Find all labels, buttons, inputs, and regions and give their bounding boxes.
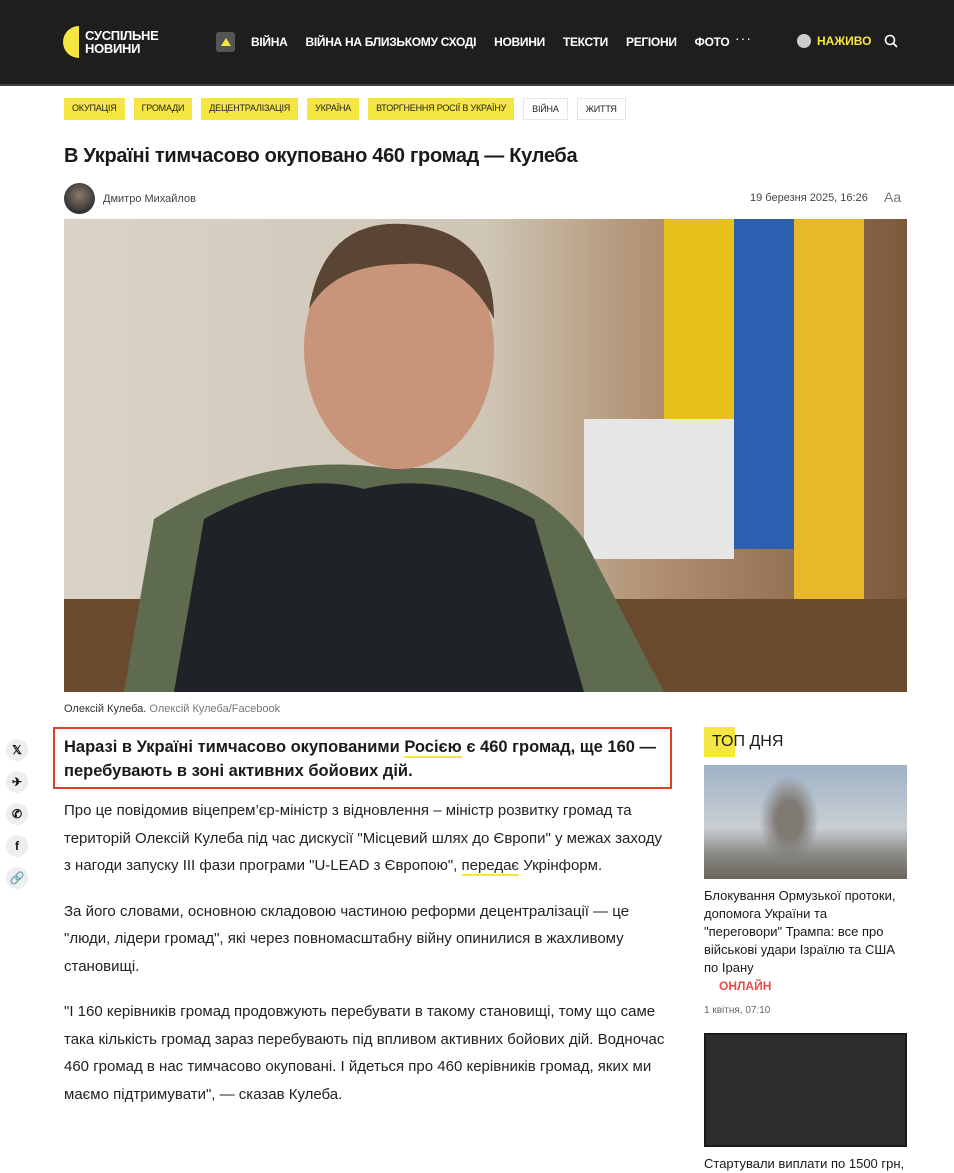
smoke-image: [759, 775, 819, 865]
online-badge: ОНЛАЙН: [719, 979, 772, 993]
special-button[interactable]: [216, 32, 235, 52]
sidebar-heading: [704, 727, 907, 757]
news-title[interactable]: Блокування Ормузької протоки, допомога України та "переговори" Трампа: все про військові удари Ізраїлю та США по Ірану: [704, 888, 896, 975]
site-header: [0, 0, 954, 86]
sidebar-top-of-day: [704, 727, 907, 1173]
nav-photo[interactable]: ФОТО: [694, 35, 730, 49]
lead-text: є 460 громад, ще 160 — перебувають в зоні активних бойових дій.: [64, 738, 657, 780]
news-title[interactable]: Стартували виплати по 1500 грн,: [704, 1156, 905, 1171]
tag[interactable]: ОКУПАЦІЯ: [64, 98, 125, 120]
tag[interactable]: ВІЙНА: [523, 98, 567, 120]
live-label: НАЖИВО: [817, 34, 872, 48]
avatar: [64, 183, 95, 214]
logo-icon: [63, 26, 79, 58]
tag-list: [64, 98, 626, 120]
caption-source: Олексій Кулеба/Facebook: [149, 703, 281, 715]
more-menu-button[interactable]: ···: [735, 30, 752, 46]
play-icon: [797, 34, 811, 48]
nav-middle-east[interactable]: ВІЙНА НА БЛИЗЬКОМУ СХОДІ: [305, 35, 477, 49]
font-size-icon[interactable]: Aа: [884, 189, 902, 205]
nav-regions[interactable]: РЕГІОНИ: [625, 35, 677, 49]
publish-date: 19 березня 2025, 16:26: [750, 192, 868, 204]
source-link[interactable]: передає: [461, 857, 520, 874]
logo-line: СУСПІЛЬНЕ: [85, 28, 159, 43]
article-photo: [64, 219, 907, 692]
tag[interactable]: УКРАЇНА: [307, 98, 359, 120]
copy-link-icon[interactable]: 🔗: [6, 867, 28, 889]
author[interactable]: [64, 183, 196, 214]
tag[interactable]: ГРОМАДИ: [134, 98, 193, 120]
logo[interactable]: [63, 26, 158, 58]
whatsapp-share-icon[interactable]: ✆: [6, 803, 28, 825]
facebook-share-icon[interactable]: f: [6, 835, 28, 857]
author-name[interactable]: Дмитро Михайлов: [103, 192, 196, 205]
heading-text: ТОП ДНЯ: [712, 733, 784, 750]
lead-text: Наразі в Україні тимчасово окупованими: [64, 738, 405, 756]
main-nav: [251, 35, 729, 49]
article-body: [64, 797, 672, 1126]
caption-text: Олексій Кулеба.: [64, 703, 147, 715]
share-bar: [6, 739, 28, 889]
tag[interactable]: ВТОРГНЕННЯ РОСІЇ В УКРАЇНУ: [368, 98, 514, 120]
nav-news[interactable]: НОВИНИ: [494, 35, 545, 49]
photo-caption: [64, 703, 280, 715]
paragraph: "І 160 керівників громад продовжують перебувати в такому становищі, тому що саме така кількість громад зараз перебувають під впливом активних бойових дій. Водночас 460 громад в нас тимчасово окуповані. І йдеться про 460 керівників громад, яких ми маємо підтримувати", — сказав Кулеба.: [64, 1003, 665, 1103]
nav-war[interactable]: ВІЙНА: [251, 35, 288, 49]
text: Укрінформ.: [519, 857, 603, 874]
news-time: 1 квітня, 07:10: [704, 1005, 771, 1016]
live-button[interactable]: [797, 34, 872, 48]
paragraph: [64, 797, 672, 880]
nav-texts[interactable]: ТЕКСТИ: [562, 35, 608, 49]
telegram-share-icon[interactable]: ✈: [6, 771, 28, 793]
search-icon[interactable]: [884, 34, 898, 48]
text: Про це повідомив віцепрем’єр-міністр з відновлення – міністр розвитку громад та територій Олексій Кулеба під час дискусії "Місцевий шлях до Європи" у межах заходу з нагоди запуску ІІІ фази програми "U-LEAD з Європою",: [64, 802, 662, 874]
page-title: В Україні тимчасово окуповано 460 громад — Кулеба: [64, 145, 578, 167]
triangle-icon: [221, 38, 231, 46]
tag[interactable]: ДЕЦЕНТРАЛІЗАЦІЯ: [201, 98, 298, 120]
article-lead: [53, 727, 672, 789]
news-thumbnail[interactable]: [704, 1033, 907, 1147]
photo-illustration: [64, 219, 907, 692]
news-thumbnail[interactable]: [704, 765, 907, 879]
tag[interactable]: ЖИТТЯ: [577, 98, 626, 120]
x-share-icon[interactable]: 𝕏: [6, 739, 28, 761]
paragraph: За його словами, основною складовою частиною реформи децентралізації — це "люди, лідери громад", які через повномасштабну війну опинилися в жахливому становищі.: [64, 902, 630, 975]
russia-link[interactable]: Росією: [404, 738, 462, 756]
logo-line: НОВИНИ: [85, 41, 141, 56]
